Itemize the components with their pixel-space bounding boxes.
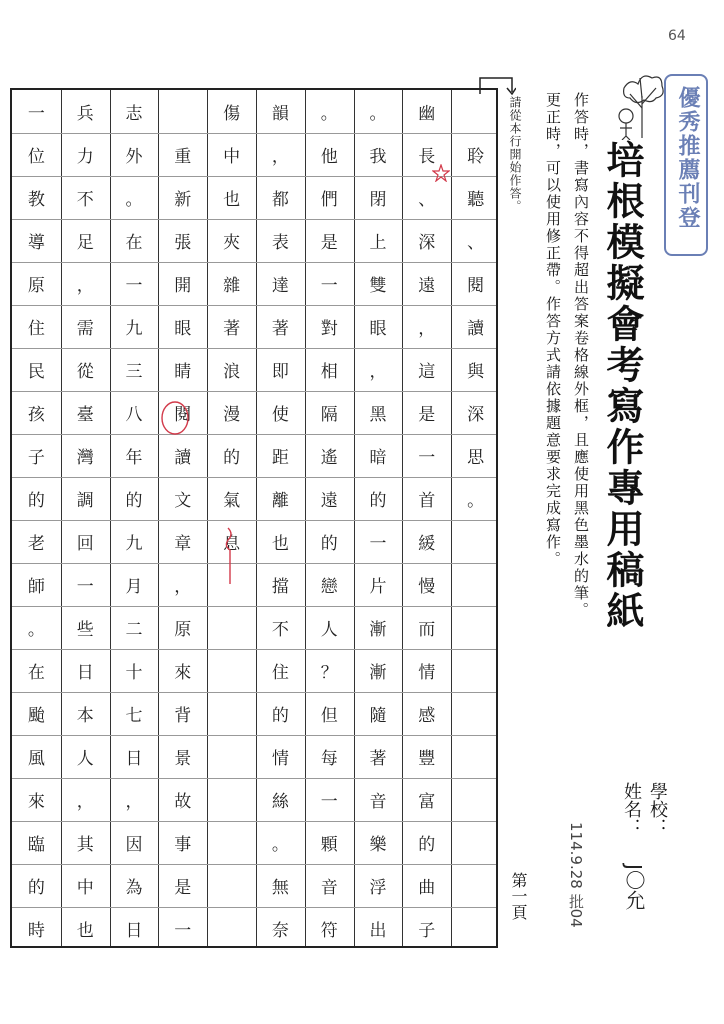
grid-cell-char: 。 <box>320 104 338 124</box>
red-star-mark-icon <box>432 164 450 182</box>
grid-cell-char: 民 <box>27 362 45 382</box>
grid-cell-char: 八 <box>125 405 143 425</box>
grid-cell-char: 是 <box>174 878 192 898</box>
grid-cell-char <box>451 90 500 133</box>
grid-cell-char: 閱 <box>467 276 485 296</box>
writing-grid <box>10 88 498 948</box>
grid-cell-char: 讀 <box>467 319 485 339</box>
grid-cell-char: 長 <box>418 147 436 167</box>
grid-cell-char: 也 <box>76 921 94 941</box>
grid-cell-char: 隨 <box>369 706 387 726</box>
grid-cell-char: 雜 <box>223 276 241 296</box>
grid-cell-char: 表 <box>271 233 289 253</box>
grid-cell-char: 師 <box>27 577 45 597</box>
grid-cell-char: 導 <box>27 233 45 253</box>
grid-cell-char: 張 <box>174 233 192 253</box>
grid-cell-char: 聆 <box>467 147 485 167</box>
grid-cell-char: 奈 <box>271 921 289 941</box>
grid-cell-char: 一 <box>125 276 143 296</box>
grid-cell-char: 每 <box>320 749 338 769</box>
grid-cell-char: 的 <box>27 878 45 898</box>
grid-cell-char: ， <box>271 147 289 167</box>
grid-cell-char: 深 <box>467 405 485 425</box>
grid-cell-char: 思 <box>467 448 485 468</box>
grid-cell-char: 故 <box>174 792 192 812</box>
grid-cell-char: 一 <box>27 104 45 124</box>
grid-cell-char: 感 <box>418 706 436 726</box>
grid-cell-char: 兵 <box>76 104 94 124</box>
grid-cell-char: ， <box>174 577 192 597</box>
grid-cell-char: ， <box>125 792 143 812</box>
grid-cell-char: 住 <box>27 319 45 339</box>
grid-cell-char: 漸 <box>369 620 387 640</box>
grid-cell-char <box>451 821 500 864</box>
grid-cell-char: ， <box>76 792 94 812</box>
grid-cell-char: 在 <box>125 233 143 253</box>
grid-cell-char: 這 <box>418 362 436 382</box>
grid-cell-char: 。 <box>125 190 143 210</box>
grid-cell-char: 背 <box>174 706 192 726</box>
handwritten-date-note: 114.9.28 批04 <box>567 822 585 928</box>
grid-cell-char <box>158 90 207 133</box>
grid-cell-char: 重 <box>174 147 192 167</box>
grid-cell-char: 一 <box>174 921 192 941</box>
grid-cell-char: 著 <box>223 319 241 339</box>
grid-cell-char: 章 <box>174 534 192 554</box>
grid-cell-char: ？ <box>320 663 338 683</box>
grid-cell-char: 對 <box>320 319 338 339</box>
grid-cell-char: 息 <box>223 534 241 554</box>
grid-cell-char: 原 <box>27 276 45 296</box>
grid-cell-char: 符 <box>320 921 338 941</box>
grid-cell-char: 情 <box>418 663 436 683</box>
grid-cell-char: 即 <box>271 362 289 382</box>
grid-cell-char <box>451 649 500 692</box>
grid-cell-char: 讀 <box>174 448 192 468</box>
grid-cell-char: 達 <box>271 276 289 296</box>
grid-cell-char: 從 <box>76 362 94 382</box>
grid-cell-char <box>207 778 256 821</box>
grid-cell-char: 七 <box>125 706 143 726</box>
grid-cell-char: 日 <box>125 749 143 769</box>
grid-cell-char: 孩 <box>27 405 45 425</box>
grid-cell-char: 韻 <box>271 104 289 124</box>
grid-cell-char: 需 <box>76 319 94 339</box>
grid-cell-char: 力 <box>76 147 94 167</box>
grid-cell-char: 著 <box>369 749 387 769</box>
grid-cell-char <box>207 649 256 692</box>
grid-cell-char <box>207 907 256 950</box>
grid-cell-char: 無 <box>271 878 289 898</box>
grid-cell-char: 老 <box>27 534 45 554</box>
grid-cell-char: 絲 <box>271 792 289 812</box>
grid-cell-char: 子 <box>27 448 45 468</box>
grid-cell-char: 首 <box>418 491 436 511</box>
grid-cell-char: 本 <box>76 706 94 726</box>
grid-cell-char: 年 <box>125 448 143 468</box>
grid-cell-char: 中 <box>76 878 94 898</box>
grid-cell-char: 雙 <box>369 276 387 296</box>
grid-cell-char: 出 <box>369 921 387 941</box>
grid-cell-char: 相 <box>320 362 338 382</box>
grid-cell-char: 慢 <box>418 577 436 597</box>
grid-cell-char: 人 <box>320 620 338 640</box>
grid-cell-char: 一 <box>76 577 94 597</box>
grid-cell-char: 是 <box>418 405 436 425</box>
grid-cell-char <box>451 864 500 907</box>
grid-cell-char: 們 <box>320 190 338 210</box>
grid-cell-char: 他 <box>320 147 338 167</box>
grid-cell-char: 灣 <box>76 448 94 468</box>
grid-cell-char: 的 <box>223 448 241 468</box>
grid-cell-char <box>451 563 500 606</box>
stamp-text: 優秀推薦刊登 <box>675 86 700 230</box>
grid-cell-char: 的 <box>125 491 143 511</box>
grid-cell-char: 豐 <box>418 749 436 769</box>
grid-cell-char: 時 <box>27 921 45 941</box>
grid-cell-char <box>451 907 500 950</box>
grid-cell-char: 。 <box>467 491 485 511</box>
grid-cell-char: 來 <box>174 663 192 683</box>
grid-cell-char: 一 <box>369 534 387 554</box>
grid-cell-char: 來 <box>27 792 45 812</box>
grid-cell-char: 三 <box>125 362 143 382</box>
grid-cell-char: 戀 <box>320 577 338 597</box>
rule-line-1: 作答時，書寫內容不得超出答案卷格線外框，且應使用黑色墨水的筆。 <box>572 92 590 619</box>
grid-cell-char: 的 <box>369 491 387 511</box>
grid-cell-char: 著 <box>271 319 289 339</box>
grid-cell-char: 隔 <box>320 405 338 425</box>
grid-cell-char: 原 <box>174 620 192 640</box>
grid-cell-char: 黑 <box>369 405 387 425</box>
grid-cell-char: 音 <box>369 792 387 812</box>
grid-cell-char: 。 <box>369 104 387 124</box>
grid-cell-char: 因 <box>125 835 143 855</box>
grid-cell-char: 為 <box>125 878 143 898</box>
grid-cell-char: ， <box>418 319 436 339</box>
grid-cell-char: 氣 <box>223 491 241 511</box>
red-insert-mark-icon <box>220 526 236 586</box>
recommend-stamp <box>664 74 708 256</box>
grid-cell-char: 音 <box>320 878 338 898</box>
grid-cell-char <box>207 821 256 864</box>
grid-cell-char: 浪 <box>223 362 241 382</box>
grid-cell-char: 離 <box>271 491 289 511</box>
grid-cell-char: 子 <box>418 921 436 941</box>
grid-cell-char: 十 <box>125 663 143 683</box>
name-label: 姓名： <box>621 782 642 836</box>
grid-cell-char: 遠 <box>320 491 338 511</box>
grid-cell-char: 回 <box>76 534 94 554</box>
grid-cell-char: 教 <box>27 190 45 210</box>
page-number: 第一頁 <box>509 872 528 920</box>
grid-cell-char: 閉 <box>369 190 387 210</box>
grid-cell-char <box>451 692 500 735</box>
grid-cell-char: 但 <box>320 706 338 726</box>
grid-cell-char: 。 <box>27 620 45 640</box>
grid-cell-char: 聽 <box>467 190 485 210</box>
grid-cell-char: 距 <box>271 448 289 468</box>
start-arrow-icon <box>476 74 516 96</box>
grid-cell-char: 的 <box>320 534 338 554</box>
grid-cell-char: 暗 <box>369 448 387 468</box>
grid-cell-char: 不 <box>76 190 94 210</box>
grid-cell-char: 也 <box>271 534 289 554</box>
grid-cell-char: 漸 <box>369 663 387 683</box>
grid-cell-char: 九 <box>125 319 143 339</box>
grid-cell-char: 也 <box>223 190 241 210</box>
grid-cell-char: 浮 <box>369 878 387 898</box>
grid-cell-char: 志 <box>125 104 143 124</box>
grid-cell-char <box>451 520 500 563</box>
grid-cell-char: 一 <box>320 792 338 812</box>
grid-cell-char: 遙 <box>320 448 338 468</box>
grid-cell-char: 些 <box>76 620 94 640</box>
grid-cell-char: 不 <box>271 620 289 640</box>
grid-cell-char: 在 <box>27 663 45 683</box>
grid-cell-char: 景 <box>174 749 192 769</box>
grid-cell-char: 上 <box>369 233 387 253</box>
grid-cell-char: 位 <box>27 147 45 167</box>
grid-cell-char <box>207 606 256 649</box>
grid-cell-char: 文 <box>174 491 192 511</box>
grid-cell-char: 的 <box>27 491 45 511</box>
grid-cell-char: 外 <box>125 147 143 167</box>
grid-cell-char <box>207 735 256 778</box>
grid-cell-char: 風 <box>27 749 45 769</box>
rule-line-2: 更正時，可以使用修正帶。作答方式請依據題意要求完成寫作。 <box>544 92 562 568</box>
grid-cell-char: 是 <box>320 233 338 253</box>
grid-cell-char: 人 <box>76 749 94 769</box>
grid-cell-char: 與 <box>467 362 485 382</box>
mascot-illustration-icon <box>612 58 666 140</box>
grid-cell-char: 顆 <box>320 835 338 855</box>
grid-cell-char: 睛 <box>174 362 192 382</box>
grid-cell-char: 我 <box>369 147 387 167</box>
grid-cell-char: 中 <box>223 147 241 167</box>
school-label: 學校： <box>647 782 668 836</box>
grid-cell-char: 、 <box>418 190 436 210</box>
grid-cell-char: 富 <box>418 792 436 812</box>
grid-cell-char: 片 <box>369 577 387 597</box>
grid-cell-char: 日 <box>76 663 94 683</box>
red-circle-mark-icon <box>160 400 190 436</box>
grid-cell-char: 深 <box>418 233 436 253</box>
grid-cell-char: 日 <box>125 921 143 941</box>
grid-cell-char: 事 <box>174 835 192 855</box>
grid-cell-char: 漫 <box>223 405 241 425</box>
grid-cell-char <box>451 735 500 778</box>
grid-cell-char: 擋 <box>271 577 289 597</box>
grid-cell-char <box>451 606 500 649</box>
name-value: J〇允 <box>622 864 646 910</box>
corner-mark: 64 <box>668 28 686 44</box>
grid-cell-char: 。 <box>271 835 289 855</box>
grid-cell-char: 住 <box>271 663 289 683</box>
grid-cell-char: 、 <box>467 233 485 253</box>
grid-cell-char: 眼 <box>369 319 387 339</box>
grid-cell-char: 的 <box>418 835 436 855</box>
grid-cell-char: 新 <box>174 190 192 210</box>
grid-cell-char: 緩 <box>418 534 436 554</box>
grid-cell-char: 遠 <box>418 276 436 296</box>
grid-cell-char: 二 <box>125 620 143 640</box>
grid-cell-char: 夾 <box>223 233 241 253</box>
page-title: 培根模擬會考寫作專用稿紙 <box>600 140 645 632</box>
grid-cell-char: 調 <box>76 491 94 511</box>
grid-cell-char: 情 <box>271 749 289 769</box>
grid-cell-char: 一 <box>418 448 436 468</box>
grid-cell-char <box>207 692 256 735</box>
grid-cell-char: 眼 <box>174 319 192 339</box>
grid-cell-char: ， <box>76 276 94 296</box>
grid-cell-char: 臺 <box>76 405 94 425</box>
grid-cell-char: 月 <box>125 577 143 597</box>
grid-cell-char: 的 <box>271 706 289 726</box>
grid-cell-char: 使 <box>271 405 289 425</box>
grid-cell-char: 傷 <box>223 104 241 124</box>
start-instruction: 請從本行開始作答。 <box>508 96 522 213</box>
grid-cell-char: 足 <box>76 233 94 253</box>
grid-cell-char: 樂 <box>369 835 387 855</box>
grid-cell-char <box>207 864 256 907</box>
grid-cell-char: 都 <box>271 190 289 210</box>
grid-cell-char: 九 <box>125 534 143 554</box>
grid-cell-char: 一 <box>320 276 338 296</box>
grid-cell-char: 閱 <box>174 405 192 425</box>
grid-cell-char: 幽 <box>418 104 436 124</box>
grid-cell-char: 颱 <box>27 706 45 726</box>
grid-cell-char <box>451 778 500 821</box>
grid-cell-char: 而 <box>418 620 436 640</box>
grid-cell-char: ， <box>369 362 387 382</box>
grid-cell-char: 開 <box>174 276 192 296</box>
grid-cell-char: 臨 <box>27 835 45 855</box>
grid-cell-char: 曲 <box>418 878 436 898</box>
grid-cell-char: 其 <box>76 835 94 855</box>
